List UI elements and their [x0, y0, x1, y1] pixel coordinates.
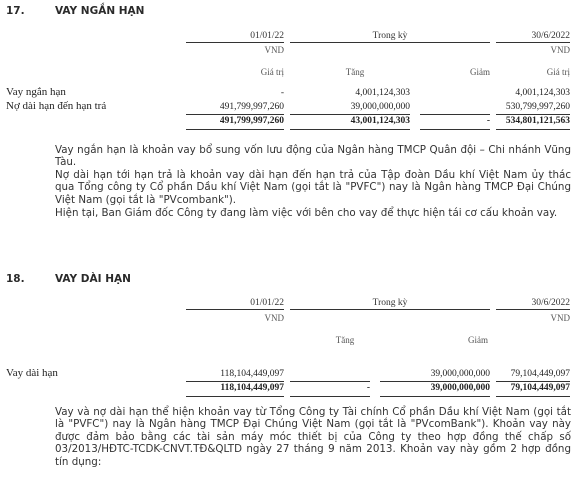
s18-total-rule-3: [380, 381, 490, 382]
mid-header-label: Trong kỳ: [372, 31, 408, 41]
s18-cell-v4: 79,104,449,097: [510, 369, 570, 379]
total-rule-3: [420, 114, 490, 115]
col1-header-rule: [186, 42, 284, 43]
s18-total-tang: -: [366, 383, 370, 393]
s18-total-underline-3: [380, 396, 490, 397]
col1-unit: VND: [264, 45, 284, 55]
s18-col4-date: 30/6/2022: [531, 298, 570, 308]
col4-header-rule: [496, 42, 570, 43]
s18-total-rule-4: [496, 381, 570, 382]
total-underline-2: [290, 129, 410, 130]
section-18-title: VAY DÀI HẠN: [55, 273, 131, 285]
section-17-note-1: Vay ngắn hạn là khoản vay bổ sung vốn lưu động của Ngân hàng TMCP Quân đội – Chi nhánh Vũng Tàu.: [55, 144, 571, 169]
col4-unit: VND: [550, 45, 570, 55]
section-18-number: 18.: [6, 273, 25, 285]
s18-total-v4: 79,104,449,097: [510, 383, 570, 393]
section-17-number: 17.: [6, 5, 25, 17]
total-underline-3: [420, 129, 490, 130]
mid-header-rule: [290, 42, 490, 43]
giam-header: Giảm: [470, 67, 490, 77]
cell-r1-v4: 4,001,124,303: [515, 88, 570, 98]
total-rule-2: [290, 114, 410, 115]
s18-cell-giam: 39,000,000,000: [430, 369, 490, 379]
cell-r2-tang: 39,000,000,000: [350, 102, 410, 112]
section-18-note-1: Vay và nợ dài hạn thể hiện khoản vay từ Tổng Công ty Tài chính Cổ phần Dầu khí Việt Nam (gọi tắt là "PVFC") nay là Ngân hàng TMCP Đại Chúng Việt Nam (gọi tắt là "PVcomBank"). Khoản vay này được đảm bảo bằng các tài sản máy móc thiết bị của Công ty theo hợp đồng thế chấp số 03/2013/HĐTC-TCDK-CNVT.TĐ&QLTD ngày 27 tháng 9 năm 2013. Khoản vay này gồm 2 hợp đồng tín dụng:: [55, 406, 571, 468]
section-17-note-3: Hiện tại, Ban Giám đốc Công ty đang làm việc với bên cho vay để thực hiện tái cơ cấu khoản vay.: [55, 207, 558, 219]
s18-total-rule-1: [186, 381, 284, 382]
s18-mid-header-label: Trong kỳ: [372, 298, 408, 308]
row-label-vay-dai-han: Vay dài hạn: [6, 367, 58, 379]
cell-r1-v1: -: [280, 88, 284, 98]
cell-r1-tang: 4,001,124,303: [355, 88, 410, 98]
col1-sub: Giá trị: [260, 67, 284, 77]
section-17-note-2: Nợ dài hạn tới hạn trả là khoản vay dài hạn đến hạn trả của Tập đoàn Dầu khí Việt Nam ủy thác qua Tổng công ty Cổ phần Dầu khí Việt Nam (gọi tắt là "PVFC") nay là Ngân hàng TMCP Đại Chúng Việt Nam (gọi tắt là "PVcombank").: [55, 169, 571, 206]
tang-header: Tăng: [345, 67, 365, 77]
s18-total-underline-1: [186, 396, 284, 397]
section-17-title: VAY NGẮN HẠN: [55, 5, 145, 17]
s18-total-giam: 39,000,000,000: [430, 383, 490, 393]
total-rule-1: [186, 114, 284, 115]
s18-col4-header-rule: [496, 309, 570, 310]
s18-total-underline-2: [290, 396, 370, 397]
s18-total-underline-4: [496, 396, 570, 397]
total-underline-1: [186, 129, 284, 130]
total-rule-4: [496, 114, 570, 115]
s18-col4-unit: VND: [550, 313, 570, 323]
col1-date: 01/01/22: [250, 31, 284, 41]
total-underline-4: [496, 129, 570, 130]
s18-cell-v1: 118,104,449,097: [220, 369, 284, 379]
total-giam: -: [486, 116, 490, 126]
row-label-vay-ngan-han: Vay ngắn hạn: [6, 86, 66, 98]
s18-giam-header: Giảm: [468, 335, 488, 345]
s18-total-rule-2: [290, 381, 370, 382]
s18-mid-header-rule: [290, 309, 490, 310]
col4-sub: Giá trị: [546, 67, 570, 77]
row-label-no-dai-han: Nợ dài hạn đến hạn trả: [6, 100, 107, 112]
total-v4: 534,801,121,563: [505, 116, 570, 126]
total-v1: 491,799,997,260: [219, 116, 284, 126]
col4-date: 30/6/2022: [531, 31, 570, 41]
s18-total-v1: 118,104,449,097: [220, 383, 284, 393]
total-tang: 43,001,124,303: [350, 116, 410, 126]
cell-r2-v4: 530,799,997,260: [505, 102, 570, 112]
s18-tang-header: Tăng: [335, 335, 355, 345]
s18-col1-header-rule: [186, 309, 284, 310]
cell-r2-v1: 491,799,997,260: [219, 102, 284, 112]
s18-col1-unit: VND: [264, 313, 284, 323]
s18-col1-date: 01/01/22: [250, 298, 284, 308]
